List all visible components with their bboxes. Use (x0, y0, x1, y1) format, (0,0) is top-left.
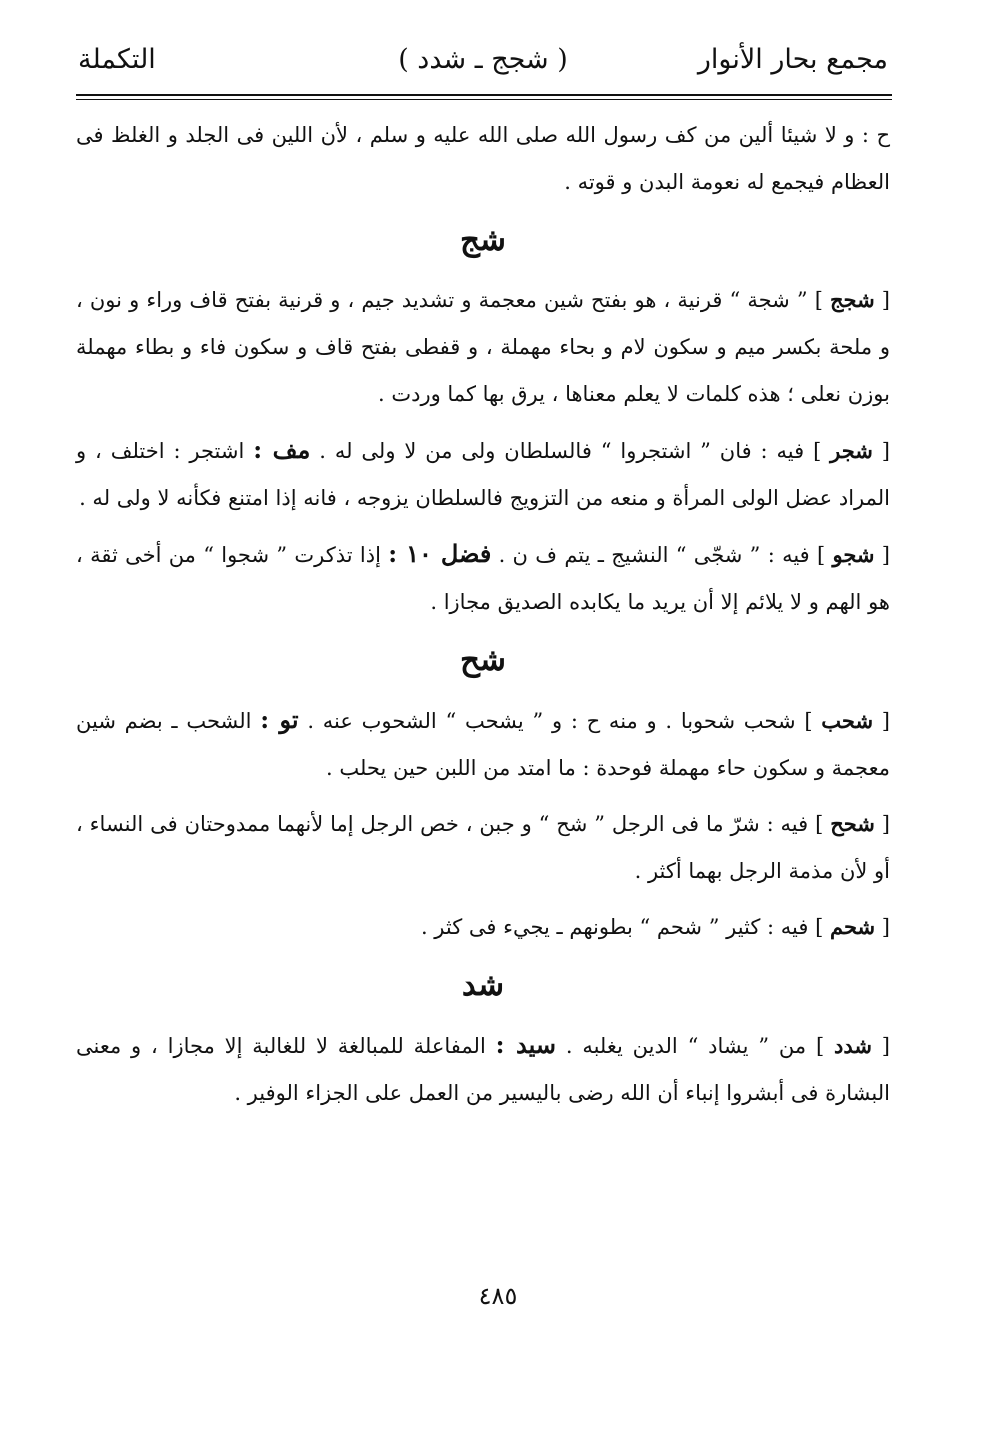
section-heading: شج (460, 222, 506, 258)
entry-text: من ” يشاد “ الدين يغلبه . (565, 1034, 807, 1058)
entry-text: فيه : كثير ” شحم “ بطونهم ـ يجيء فى كثر . (420, 915, 809, 939)
entry-text: الشحب ـ بضم شين معجمة و سكون حاء مهملة فوحدة : ما امتد من اللبن حين يحلب . (76, 709, 890, 780)
entry-text: المفاعلة للمبالغة لا للغالبة إلا مجازا ، و معنى البشارة فى أبشروا إنباء أن الله رضى باليسير من العمل على الجزاء الوفير . (76, 1034, 890, 1105)
entry-headword: شجج (830, 287, 875, 312)
source-abbreviation: تو : (260, 705, 299, 734)
section-heading: شح (460, 642, 506, 678)
source-abbreviation: فضل ١٠ : (388, 539, 492, 568)
continuation-paragraph: ح : و لا شيئا ألين من كف رسول الله صلى الله عليه و سلم ، لأن اللين فى الجلد و الغلظ فى العظام فيجمع له نعومة البدن و قوته . (76, 123, 890, 194)
book-title: مجمع بحار الأنوار (697, 44, 888, 75)
entry-paragraph: [ شجو ] فيه : ” شجّى “ النشيج ـ يتم ف ن . فضل ١٠ : إذا تذكرت ” شجوا “ من أخى ثقة ، هو الهم و لا يلائم إلا أن يريد ما يكابده الصديق مجازا . (76, 539, 890, 614)
entry-headword: شحب (821, 708, 874, 733)
entry-headword: شحح (830, 811, 875, 836)
entry-headword: شدد (833, 1033, 872, 1058)
page-body (76, 112, 890, 1117)
entry-headword: شحم (829, 914, 876, 939)
entry-text: اشتجر : اختلف ، و المراد عضل الولى المرأة و منعه من التزويج فالسلطان يزوجه ، فانه إذا امتنع فكأنه لا ولى له . (76, 439, 890, 510)
entry-text: فيه : فان ” اشتجروا “ فالسلطان ولى من لا ولى له . (319, 439, 805, 463)
entry-headword: شجر (830, 438, 873, 463)
entry-text: فيه : شرّ ما فى الرجل ” شح “ و جبن ، خص الرجل إما لأنهما ممدوحتان فى النساء ، أو لأن مذمة الرجل بهما أكثر . (76, 812, 890, 883)
header-rule (76, 94, 892, 96)
entry-text: شحب شحوبا . و منه ح : و ” يشحب “ الشحوب عنه . (307, 709, 796, 733)
page-number: ٤٨٥ (478, 1282, 518, 1310)
entry-text: فيه : ” شجّى “ النشيج ـ يتم ف ن . (498, 543, 810, 567)
source-abbreviation: مف : (253, 435, 311, 464)
entry-text: ” شجة “ قرنية ، هو بفتح شين معجمة و تشديد جيم ، و قرنية بفتح قاف وراء و نون ، و ملحة بكسر ميم و سكون لام و بحاء مهملة ، و قفطى بفتح قاف و سكون فاء و بطاء مهملة بوزن نعلى ؛ هذه كلمات لا يعلم معناها ، يرق بها كما وردت . (76, 288, 890, 406)
entry-text: إذا تذكرت ” شجوا “ من أخى ثقة ، هو الهم و لا يلائم إلا أن يريد ما يكابده الصديق مجازا . (76, 543, 890, 614)
header-rule-thin (76, 99, 892, 100)
entry-paragraph: [ شحم ] فيه : كثير ” شحم “ بطونهم ـ يجيء فى كثر . (420, 914, 890, 939)
entry-headword: شجو (832, 542, 875, 567)
section-name: التكملة (78, 44, 156, 75)
entry-paragraph: [ شحح ] فيه : شرّ ما فى الرجل ” شح “ و جبن ، خص الرجل إما لأنهما ممدوحتان فى النساء ، أو لأن مذمة الرجل بهما أكثر . (76, 811, 890, 883)
entry-paragraph: [ شجج ] ” شجة “ قرنية ، هو بفتح شين معجمة و تشديد جيم ، و قرنية بفتح قاف وراء و نون ، و ملحة بكسر ميم و سكون لام و بحاء مهملة ، و قفطى بفتح قاف و سكون فاء و بطاء مهملة بوزن نعلى ؛ هذه كلمات لا يعلم معناها ، يرق بها كما وردت . (76, 287, 891, 406)
running-header (78, 32, 888, 88)
section-heading: شد (461, 967, 505, 1003)
source-abbreviation: سيد : (495, 1030, 556, 1059)
entry-range: ( شجج ـ شدد ) (398, 44, 568, 75)
entry-paragraph: [ شدد ] من ” يشاد “ الدين يغلبه . سيد : المفاعلة للمبالغة لا للغالبة إلا مجازا ، و معنى البشارة فى أبشروا إنباء أن الله رضى باليسير من العمل على الجزاء الوفير . (76, 1030, 890, 1105)
entry-paragraph: [ شحب ] شحب شحوبا . و منه ح : و ” يشحب “ الشحوب عنه . تو : الشحب ـ بضم شين معجمة و سكون حاء مهملة فوحدة : ما امتد من اللبن حين يحلب . (76, 705, 890, 780)
entry-paragraph: [ شجر ] فيه : فان ” اشتجروا “ فالسلطان ولى من لا ولى له . مف : اشتجر : اختلف ، و المراد عضل الولى المرأة و منعه من التزويج فالسلطان يزوجه ، فانه إذا امتنع فكأنه لا ولى له . (76, 435, 890, 510)
